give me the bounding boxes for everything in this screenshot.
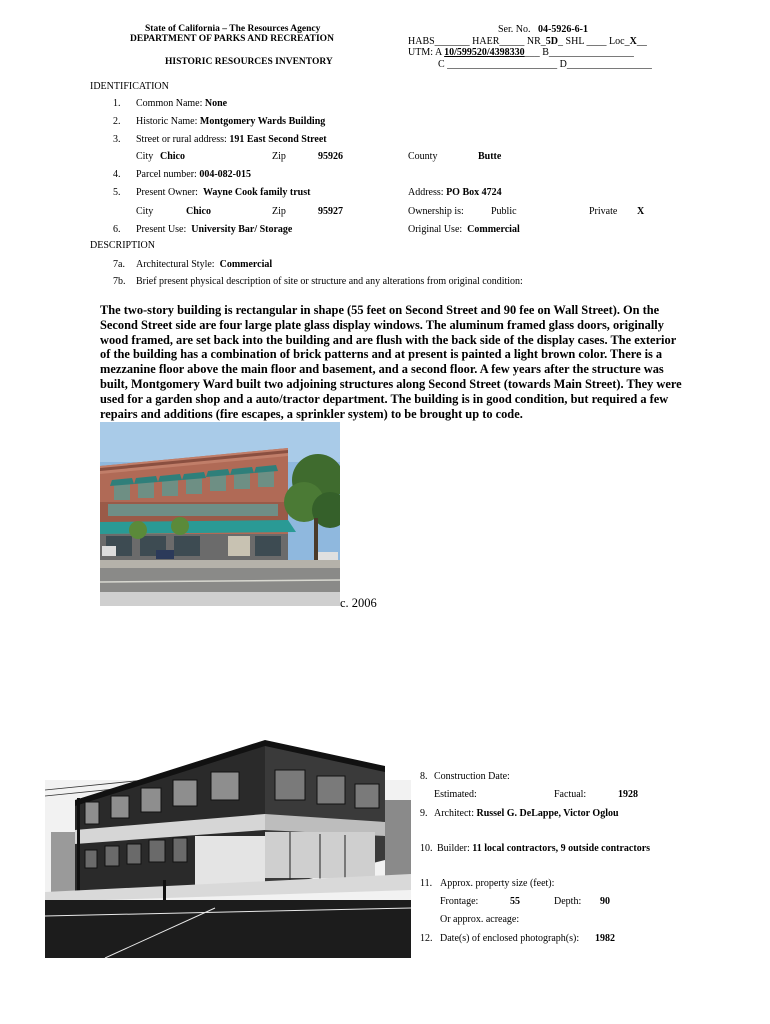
item-5-number: 5.	[113, 187, 121, 198]
owner-address: Address: PO Box 4724	[408, 187, 502, 198]
photo-dates-label: Date(s) of enclosed photograph(s):	[440, 933, 580, 944]
depth-value: 90	[600, 896, 610, 907]
owner-zip-value: 95927	[318, 206, 343, 217]
original-use: Original Use: Commercial	[408, 224, 520, 235]
building-photo-1982	[45, 740, 411, 958]
street-address: Street or rural address: 191 East Second Street	[136, 134, 327, 145]
item-12-number: 12.	[420, 933, 433, 944]
city-value: Chico	[160, 151, 185, 162]
photo-caption-2006: c. 2006	[340, 596, 377, 610]
form-title: HISTORIC RESOURCES INVENTORY	[165, 57, 333, 67]
description-heading: DESCRIPTION	[90, 240, 156, 251]
brief-description-label: Brief present physical description of site or structure and any alterations from original condition:	[136, 276, 523, 287]
depth-label: Depth:	[554, 896, 582, 907]
factual-value: 1928	[618, 789, 638, 800]
department-name: DEPARTMENT OF PARKS AND RECREATION	[130, 34, 334, 44]
present-owner: Present Owner: Wayne Cook family trust	[136, 187, 311, 198]
historic-name: Historic Name: Montgomery Wards Building	[136, 116, 326, 127]
architectural-style: Architectural Style: Commercial	[136, 259, 273, 270]
ownership-private: Private	[589, 206, 618, 217]
present-use: Present Use: University Bar/ Storage	[136, 224, 293, 235]
ownership-public: Public	[491, 206, 517, 217]
item-4-number: 4.	[113, 169, 121, 180]
common-name: Common Name: None	[136, 98, 228, 109]
item-7a-number: 7a.	[113, 259, 125, 270]
county-label: County	[408, 151, 438, 162]
building-photo-2006	[100, 422, 340, 606]
construction-date-label: Construction Date:	[434, 771, 510, 782]
utm-line-c: C ______________________ D_________________	[438, 59, 652, 70]
item-6-number: 6.	[113, 224, 121, 235]
builder: Builder: 11 local contractors, 9 outside contractors	[437, 843, 651, 854]
estimated-label: Estimated:	[434, 789, 477, 800]
identification-heading: IDENTIFICATION	[90, 81, 169, 92]
item-11-number: 11.	[420, 878, 433, 889]
owner-zip-label: Zip	[272, 206, 286, 217]
zip-value: 95926	[318, 151, 343, 162]
item-3-number: 3.	[113, 134, 121, 145]
item-7b-number: 7b.	[113, 276, 126, 287]
city-label: City	[136, 151, 154, 162]
ownership-label: Ownership is:	[408, 206, 464, 217]
item-9-number: 9.	[420, 808, 428, 819]
ownership-private-mark: X	[637, 206, 645, 217]
photo-dates-value: 1982	[595, 933, 615, 944]
utm-line-a: UTM: A 10/599520/4398330___ B_________________	[408, 47, 634, 58]
item-2-number: 2.	[113, 116, 121, 127]
zip-label: Zip	[272, 151, 286, 162]
item-1-number: 1.	[113, 98, 121, 109]
property-size-label: Approx. property size (feet):	[440, 878, 555, 889]
item-10-number: 10.	[420, 843, 433, 854]
frontage-label: Frontage:	[440, 896, 479, 907]
owner-city-value: Chico	[186, 206, 211, 217]
owner-city-label: City	[136, 206, 154, 217]
frontage-value: 55	[510, 896, 520, 907]
parcel-number: Parcel number: 004-082-015	[136, 169, 251, 180]
architect: Architect: Russel G. DeLappe, Victor Oglou	[434, 808, 619, 819]
description-text: The two-story building is rectangular in shape (55 feet on Second Street and 90 fee on Wall Street). On the Second Street side are four large plate glass display windows. The aluminum framed glass doors, originally wood framed, are set back into the building and are flush with the back side of the display cases. The exterior of the building has a combination of brick patterns and at present is painted a light brown color. There is a mezzanine floor above the main floor and basement, and a second floor. A few years after the structure was built, Montgomery Ward built two adjoining structures along Second Street (towards Main Street). They were used for a garden shop and a auto/tractor department. The building is in good condition, but required a few repairs and additions (fire escapes, a sprinkler system) to be brought up to code.	[100, 303, 682, 421]
county-value: Butte	[478, 151, 502, 162]
serial-number: Ser. No. 04-5926-6-1	[498, 24, 588, 35]
acreage-label: Or approx. acreage:	[440, 914, 520, 925]
factual-label: Factual:	[554, 789, 587, 800]
agency-name: State of California – The Resources Agency	[145, 24, 321, 34]
habs-line: HABS_______ HAER_____ NR_5D_ SHL ____ Loc_X__	[408, 36, 647, 47]
item-8-number: 8.	[420, 771, 428, 782]
